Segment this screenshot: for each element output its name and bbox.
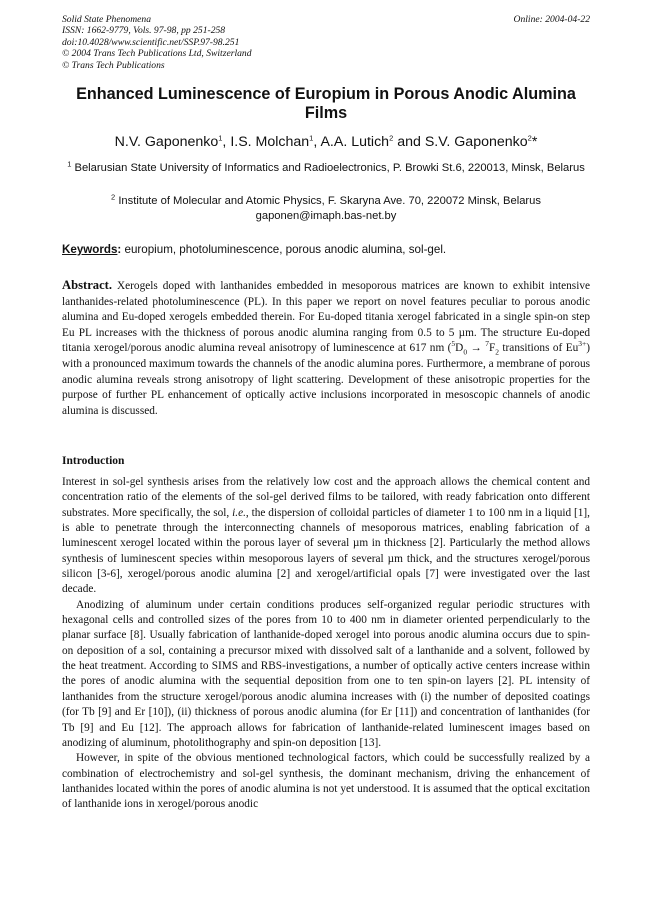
author-affiliation-mark: 2 bbox=[389, 133, 394, 143]
paragraph bbox=[62, 475, 590, 598]
abstract-text: ) with a pronounced maximum towards the channels of the anodic alumina pores. Furthermore, a membrane of porous anodic alumina reveals strong anisotropy of light scattering. Development of these anisotropic properties for the purpose of further PL enhancement of optically active inclusions incorporated in mesoscopic channels of anodic alumina is discussed. bbox=[62, 342, 590, 417]
superscript: 7 bbox=[485, 339, 489, 349]
keywords-line: Keywords: europium, photoluminescence, porous anodic alumina, sol-gel. bbox=[62, 243, 447, 256]
affiliation-text: Institute of Molecular and Atomic Physics, F. Skaryna Ave. 70, 220072 Minsk, Belarus bbox=[118, 195, 541, 207]
term-symbol: D bbox=[455, 342, 464, 355]
paragraph-text: Interest in sol-gel synthesis arises from the relatively low cost and the approach allows the chemical content and concentration ratio of the elements of the sol-gel derived films to be tailored, with ready fabrication onto different substrates. More specifically, the sol, bbox=[62, 476, 590, 519]
superscript: 5 bbox=[451, 339, 456, 349]
abstract-text: Xerogels doped with lanthanides embedded in mesoporous matrices are known to exhibit intensive lanthanides-related photoluminescence (PL). In this paper we report on novel features peculiar to porous anodic alumina and Eu-doped xerogels embedded therein. For Eu-doped titania xerogel fabricated in a single spin-on step Eu PL increases with the thickness of porous anodic alumina ranging from 0.5 to 5 µm. The structure Eu-doped titania xerogel/porous anodic alumina reveal anisotropy of luminescence at 617 nm ( bbox=[62, 280, 591, 355]
affiliation-2 bbox=[62, 194, 590, 223]
author-name: N.V. Gaponenko bbox=[114, 134, 219, 150]
subscript: 2 bbox=[495, 347, 499, 357]
issn-line: ISSN: 1662-9779, Vols. 97-98, pp 251-258 bbox=[62, 25, 226, 37]
affiliation-1 bbox=[62, 161, 590, 176]
subscript: 0 bbox=[463, 347, 468, 357]
copyright-line: © 2004 Trans Tech Publications Ltd, Switzerland bbox=[62, 48, 252, 60]
author-name: I.S. Molchan bbox=[230, 134, 310, 150]
author-name: A.A. Lutich bbox=[320, 134, 390, 150]
section-heading: Introduction bbox=[62, 455, 125, 467]
affiliation-number: 2 bbox=[111, 192, 116, 202]
author-conjunction: and bbox=[397, 134, 421, 150]
author-affiliation-mark: 1 bbox=[309, 133, 314, 143]
paragraph: Anodizing of aluminum under certain conditions produces self-organized regular periodic structures with hexagonal cells and controlled sizes of the pores from 10 to 400 nm in diameter oriented perpendicularly to the planar surface [8]. Usually fabrication of lanthanide-doped xerogel into porous anodic alumina occurs due to spin-on deposition of a sol, containing a precursor mixed with dissolved salt of a lanthanide and a solvent, followed by the heat treatment. According to SIMS and RBS-investigations, a number of optically active centers increase within the pores of anodic alumina with the sequential deposition from one to ten spin-on layers [2]. PL intensity of lanthanides from the structure xerogel/porous anodic alumina increases with (i) the number of deposited coatings (for Tb [9] and Er [10]), (ii) thickness of porous anodic alumina (for Er [11]) and concentration of lanthanides (for Tb [9] and Eu [12]. The approach allows for fabrication of lanthanide-related luminescent images based on anodizing of aluminum, photolithography and spin-on deposition [13]. bbox=[62, 598, 590, 749]
doi-line: doi:10.4028/www.scientific.net/SSP.97-98.251 bbox=[62, 36, 240, 48]
keywords-text: europium, photoluminescence, porous anodic alumina, sol-gel. bbox=[124, 243, 447, 256]
paragraph-text: , the dispersion of colloidal particles of diameter 1 to 100 nm in a liquid [1], is able to penetrate through the interconnecting channels of mesoporous matrices, enabling fabrication of a luminescent xerogel located within the porous layer of several µm in thickness [2]. Particularly the method allows synthesis of luminescent species within mesoporous layers of several µm thick, and the structures xerogel/porous silicon [3-6], xerogel/porous anodic alumina [2] and xerogel/artificial opals [7] were investigated over the last decade. bbox=[62, 506, 590, 596]
author-name: S.V. Gaponenko bbox=[424, 134, 528, 150]
affiliation-text: Belarusian State University of Informatics and Radioelectronics, P. Browki St.6, 220013, Minsk, Belarus bbox=[74, 162, 585, 174]
abstract-paragraph bbox=[62, 278, 590, 419]
term-symbol: F bbox=[488, 342, 496, 355]
contact-email: gaponen@imaph.bas-net.by bbox=[255, 209, 397, 222]
author-list: N.V. Gaponenko$^1$, I.S. Molchan$^1$, A.A. Lutich$^2$ and S.V. Gaponenko$^2$* bbox=[114, 133, 538, 150]
superscript: 3+ bbox=[578, 339, 587, 349]
keywords-label: Keywords bbox=[62, 243, 118, 256]
paper-title: Enhanced Luminescence of Europium in Porous Anodic Alumina Films bbox=[76, 85, 576, 122]
online-date: Online: 2004-04-22 bbox=[513, 14, 590, 25]
arrow-symbol: → bbox=[467, 342, 486, 355]
italic-text: i.e. bbox=[232, 506, 246, 519]
abstract-label: Abstract. bbox=[62, 278, 113, 292]
cut-header-line: © Trans Tech Publications bbox=[62, 59, 165, 71]
author-affiliation-mark: 1 bbox=[218, 133, 223, 143]
paragraph: However, in spite of the obvious mentioned technological factors, which could be successfully realized by a combination of electrochemistry and sol-gel synthesis, the dominant mechanism, driving the enhancement of lanthanides located within the pores of anodic alumina is not yet understood. It is assumed that the optical excitation of lanthanide ions in xerogel/porous anodic bbox=[62, 752, 590, 811]
affiliation-number: 1 bbox=[67, 159, 72, 169]
author-affiliation-mark: 2 bbox=[527, 133, 532, 143]
journal-name: Solid State Phenomena bbox=[62, 14, 151, 25]
introduction-body bbox=[62, 475, 590, 813]
abstract-text: transitions of Eu bbox=[499, 342, 579, 355]
corresponding-mark: * bbox=[531, 134, 538, 150]
journal-header bbox=[62, 14, 590, 71]
